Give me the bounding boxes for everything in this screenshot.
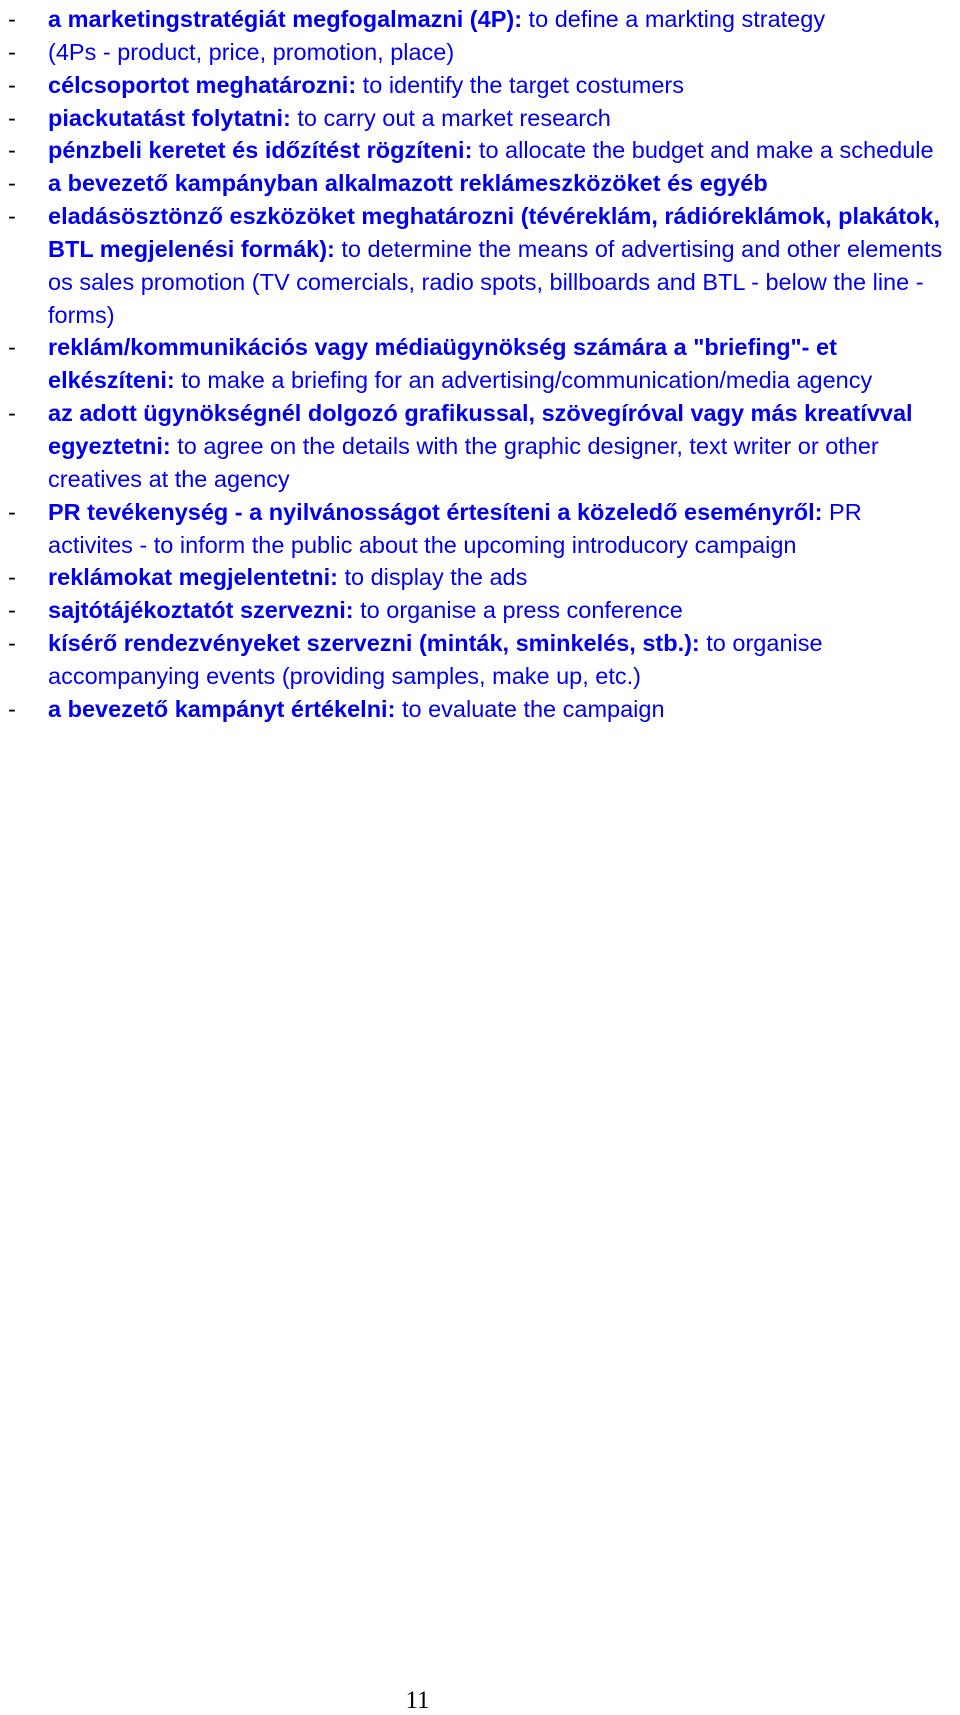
- list-dash: -: [8, 104, 16, 131]
- hungarian-term: reklámokat megjelentetni:: [48, 564, 338, 591]
- list-dash: -: [8, 137, 16, 164]
- list-item-text: [48, 693, 948, 726]
- list-item-text: [48, 397, 948, 496]
- list-item-text: [48, 200, 948, 331]
- list-item: [8, 36, 948, 69]
- english-translation: to agree on the details with the graphic designer, text writer or other creatives at the agency: [48, 432, 879, 492]
- hungarian-term: reklám/kommunikációs vagy médiaügynökség számára a "briefing"- et elkészíteni:: [48, 334, 837, 394]
- list-item: [8, 561, 948, 594]
- list-item-text: [48, 627, 948, 693]
- english-translation: to organise a press conference: [353, 597, 683, 624]
- list-item-text: [48, 102, 948, 135]
- english-translation: to define a markting strategy: [522, 6, 826, 32]
- list-dash: -: [8, 695, 16, 722]
- english-translation: to make a briefing for an advertising/communication/media agency: [174, 367, 873, 394]
- hungarian-term: pénzbeli keretet és időzítést rögzíteni:: [48, 137, 473, 164]
- list-item-text: [48, 134, 948, 167]
- list-item: [8, 200, 948, 331]
- list-item-text: [48, 36, 948, 69]
- list-item: [8, 693, 948, 726]
- hungarian-term: eladásösztönző eszközöket meghatározni (tévéreklám, rádióreklámok, plakátok, BTL megjelenési formák):: [48, 203, 941, 262]
- hungarian-term: a bevezető kampányt értékelni:: [48, 695, 396, 722]
- list-dash: -: [8, 597, 16, 624]
- list-item: [8, 397, 948, 496]
- list-dash: -: [8, 630, 16, 657]
- list-item: [8, 69, 948, 102]
- list-dash: -: [8, 334, 16, 361]
- list-dash: -: [8, 6, 16, 32]
- list-item-text: [48, 594, 948, 627]
- english-translation: to determine the means of advertising and other elements os sales promotion (TV comercials, radio spots, billboards and BTL - below the line -forms): [48, 235, 943, 328]
- english-translation: to carry out a market research: [290, 104, 611, 131]
- hungarian-term: az adott ügynökségnél dolgozó grafikussal, szövegíróval vagy más kreatívval egyeztetni:: [48, 400, 913, 459]
- hungarian-term: piackutatást folytatni:: [48, 104, 291, 131]
- english-translation: to identify the target costumers: [356, 71, 685, 98]
- english-translation: to organise accompanying events (providing samples, make up, etc.): [48, 630, 823, 689]
- list-item-text: [48, 167, 948, 200]
- list-item-text: [48, 496, 948, 562]
- hungarian-term: a bevezető kampányban alkalmazott reklámeszközöket és egyéb: [48, 170, 768, 197]
- list-item: [8, 627, 948, 693]
- hungarian-term: a marketingstratégiát megfogalmazni (4P):: [48, 6, 523, 32]
- list-item-text: [48, 331, 948, 397]
- hungarian-term: PR tevékenység - a nyilvánosságot értesíteni a közeledő eseményről:: [48, 498, 823, 525]
- list-item-text: [48, 69, 948, 102]
- list-dash: -: [8, 498, 16, 525]
- list-item: [8, 167, 948, 200]
- list-dash: -: [8, 400, 16, 427]
- list-item: [8, 331, 948, 397]
- list-item: [8, 134, 948, 167]
- page-number: 11: [405, 1687, 430, 1714]
- english-translation: (4Ps - product, price, promotion, place): [48, 38, 455, 65]
- vocabulary-list: [8, 3, 948, 726]
- list-dash: -: [8, 564, 16, 591]
- list-dash: -: [8, 203, 16, 230]
- list-item: [8, 102, 948, 135]
- hungarian-term: sajtótájékoztatót szervezni:: [48, 597, 354, 624]
- list-item-text: [48, 561, 948, 594]
- hungarian-term: kísérő rendezvényeket szervezni (minták, sminkelés, stb.):: [48, 630, 700, 657]
- hungarian-term: célcsoportot meghatározni:: [48, 71, 357, 98]
- english-translation: to display the ads: [337, 564, 528, 591]
- list-item: [8, 594, 948, 627]
- list-item-text: [48, 3, 948, 36]
- english-translation: to allocate the budget and make a schedule: [472, 137, 934, 164]
- list-item: [8, 496, 948, 562]
- list-dash: -: [8, 170, 16, 197]
- list-dash: -: [8, 38, 16, 65]
- list-item: [8, 3, 948, 36]
- list-dash: -: [8, 71, 16, 98]
- english-translation: to evaluate the campaign: [395, 695, 665, 722]
- english-translation: PR activites - to inform the public about the upcoming introducory campaign: [48, 498, 862, 558]
